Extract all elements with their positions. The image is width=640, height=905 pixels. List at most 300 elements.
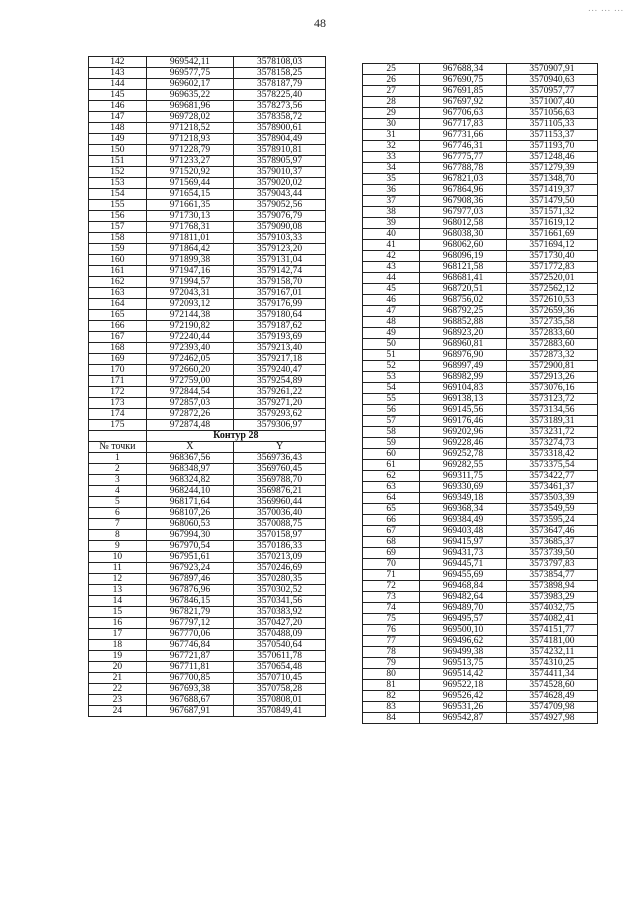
point-number-cell: 157 [89, 222, 147, 233]
x-coordinate-cell: 971994,57 [146, 277, 234, 288]
point-number-cell: 153 [89, 178, 147, 189]
y-coordinate-cell: 3579187,62 [234, 321, 326, 332]
y-coordinate-cell: 3571007,40 [506, 97, 597, 108]
table-row [89, 376, 326, 387]
y-coordinate-cell: 3579142,74 [234, 266, 326, 277]
y-coordinate-cell: 3573375,54 [506, 460, 597, 471]
point-number-cell: 31 [363, 130, 420, 141]
y-coordinate-cell: 3570808,01 [234, 695, 326, 706]
table-row [363, 647, 598, 658]
table-row [363, 185, 598, 196]
table-row [363, 383, 598, 394]
coordinates-table-right [362, 63, 598, 724]
point-number-cell: 165 [89, 310, 147, 321]
point-number-cell: 50 [363, 339, 420, 350]
y-coordinate-cell: 3579261,22 [234, 387, 326, 398]
x-coordinate-cell: 969500,10 [420, 625, 507, 636]
table-row [89, 222, 326, 233]
x-coordinate-cell: 967688,67 [146, 695, 234, 706]
y-coordinate-cell: 3579213,40 [234, 343, 326, 354]
x-coordinate-cell: 968923,20 [420, 328, 507, 339]
y-coordinate-cell: 3570957,77 [506, 86, 597, 97]
y-coordinate-cell: 3573854,77 [506, 570, 597, 581]
table-row [363, 691, 598, 702]
x-coordinate-cell: 972240,44 [146, 332, 234, 343]
y-coordinate-cell: 3579043,44 [234, 189, 326, 200]
x-coordinate-cell: 969431,73 [420, 548, 507, 559]
x-coordinate-cell: 968012,58 [420, 218, 507, 229]
point-number-cell: 76 [363, 625, 420, 636]
x-coordinate-cell: 968060,53 [146, 519, 234, 530]
y-coordinate-cell: 3570907,91 [506, 64, 597, 75]
point-number-cell: 159 [89, 244, 147, 255]
point-number-cell: 7 [89, 519, 147, 530]
table-row [363, 713, 598, 724]
x-coordinate-cell: 969489,70 [420, 603, 507, 614]
table-row [363, 625, 598, 636]
table-row [363, 152, 598, 163]
x-coordinate-cell: 969526,42 [420, 691, 507, 702]
table-row [363, 548, 598, 559]
point-number-cell: 55 [363, 394, 420, 405]
y-coordinate-cell: 3578273,56 [234, 101, 326, 112]
y-coordinate-cell: 3572873,32 [506, 350, 597, 361]
y-coordinate-cell: 3570158,97 [234, 530, 326, 541]
y-coordinate-cell: 3570940,63 [506, 75, 597, 86]
point-number-cell: 80 [363, 669, 420, 680]
table-row [363, 240, 598, 251]
header-y: Y [234, 442, 326, 453]
point-number-cell: 8 [89, 530, 147, 541]
point-number-cell: 72 [363, 581, 420, 592]
table-row [89, 453, 326, 464]
table-row [363, 603, 598, 614]
y-coordinate-cell: 3570383,92 [234, 607, 326, 618]
table-row [363, 680, 598, 691]
table-row [89, 156, 326, 167]
x-coordinate-cell: 969330,69 [420, 482, 507, 493]
x-coordinate-cell: 969202,96 [420, 427, 507, 438]
point-number-cell: 75 [363, 614, 420, 625]
table-row [363, 493, 598, 504]
table-row [363, 526, 598, 537]
point-number-cell: 144 [89, 79, 147, 90]
table-row [89, 167, 326, 178]
x-coordinate-cell: 969311,75 [420, 471, 507, 482]
y-coordinate-cell: 3571056,63 [506, 108, 597, 119]
point-number-cell: 78 [363, 647, 420, 658]
y-coordinate-cell: 3578900,61 [234, 123, 326, 134]
y-coordinate-cell: 3570540,64 [234, 640, 326, 651]
point-number-cell: 158 [89, 233, 147, 244]
table-row [89, 178, 326, 189]
x-coordinate-cell: 968852,88 [420, 317, 507, 328]
table-row [363, 251, 598, 262]
y-coordinate-cell: 3579240,47 [234, 365, 326, 376]
x-coordinate-cell: 969513,75 [420, 658, 507, 669]
table-row [363, 438, 598, 449]
table-row [89, 68, 326, 79]
table-row [363, 108, 598, 119]
point-number-cell: 4 [89, 486, 147, 497]
y-coordinate-cell: 3579306,97 [234, 420, 326, 431]
table-row [363, 669, 598, 680]
table-row [363, 658, 598, 669]
x-coordinate-cell: 969349,18 [420, 493, 507, 504]
table-row [363, 317, 598, 328]
table-row [363, 196, 598, 207]
y-coordinate-cell: 3571479,50 [506, 196, 597, 207]
table-row [363, 449, 598, 460]
y-coordinate-cell: 3573549,59 [506, 504, 597, 515]
y-coordinate-cell: 3573797,83 [506, 559, 597, 570]
point-number-cell: 59 [363, 438, 420, 449]
table-row [363, 405, 598, 416]
point-number-cell: 3 [89, 475, 147, 486]
x-coordinate-cell: 968367,56 [146, 453, 234, 464]
x-coordinate-cell: 969635,22 [146, 90, 234, 101]
table-row [89, 101, 326, 112]
point-number-cell: 1 [89, 453, 147, 464]
point-number-cell: 164 [89, 299, 147, 310]
y-coordinate-cell: 3574310,25 [506, 658, 597, 669]
y-coordinate-cell: 3571571,32 [506, 207, 597, 218]
point-number-cell: 21 [89, 673, 147, 684]
x-coordinate-cell: 967977,03 [420, 207, 507, 218]
y-coordinate-cell: 3579254,89 [234, 376, 326, 387]
point-number-cell: 15 [89, 607, 147, 618]
point-number-cell: 65 [363, 504, 420, 515]
x-coordinate-cell: 967970,54 [146, 541, 234, 552]
point-number-cell: 40 [363, 229, 420, 240]
table-row [89, 266, 326, 277]
x-coordinate-cell: 971569,44 [146, 178, 234, 189]
table-row [89, 233, 326, 244]
x-coordinate-cell: 972043,31 [146, 288, 234, 299]
x-coordinate-cell: 968681,41 [420, 273, 507, 284]
table-row [89, 332, 326, 343]
y-coordinate-cell: 3573595,24 [506, 515, 597, 526]
y-coordinate-cell: 3574082,41 [506, 614, 597, 625]
point-number-cell: 13 [89, 585, 147, 596]
point-number-cell: 146 [89, 101, 147, 112]
y-coordinate-cell: 3579180,64 [234, 310, 326, 321]
table-row [89, 354, 326, 365]
point-number-cell: 150 [89, 145, 147, 156]
point-number-cell: 20 [89, 662, 147, 673]
x-coordinate-cell: 972393,40 [146, 343, 234, 354]
y-coordinate-cell: 3572659,36 [506, 306, 597, 317]
table-row [89, 123, 326, 134]
point-number-cell: 43 [363, 262, 420, 273]
x-coordinate-cell: 969468,84 [420, 581, 507, 592]
table-row [89, 277, 326, 288]
y-coordinate-cell: 3572900,81 [506, 361, 597, 372]
point-number-cell: 77 [363, 636, 420, 647]
x-coordinate-cell: 969602,17 [146, 79, 234, 90]
point-number-cell: 160 [89, 255, 147, 266]
table-row [89, 552, 326, 563]
point-number-cell: 29 [363, 108, 420, 119]
y-coordinate-cell: 3573134,56 [506, 405, 597, 416]
point-number-cell: 45 [363, 284, 420, 295]
y-coordinate-cell: 3573739,50 [506, 548, 597, 559]
point-number-cell: 42 [363, 251, 420, 262]
x-coordinate-cell: 969145,56 [420, 405, 507, 416]
point-number-cell: 147 [89, 112, 147, 123]
y-coordinate-cell: 3574151,77 [506, 625, 597, 636]
table-row [89, 321, 326, 332]
table-row [89, 200, 326, 211]
point-number-cell: 51 [363, 350, 420, 361]
table-row [89, 464, 326, 475]
table-row [363, 218, 598, 229]
x-coordinate-cell: 972660,20 [146, 365, 234, 376]
y-coordinate-cell: 3570849,41 [234, 706, 326, 717]
section-title: Контур 28 [146, 431, 325, 442]
y-coordinate-cell: 3570427,20 [234, 618, 326, 629]
point-number-cell: 32 [363, 141, 420, 152]
point-number-cell: 71 [363, 570, 420, 581]
point-number-cell: 14 [89, 596, 147, 607]
point-number-cell: 25 [363, 64, 420, 75]
y-coordinate-cell: 3579090,08 [234, 222, 326, 233]
point-number-cell: 154 [89, 189, 147, 200]
point-number-cell: 56 [363, 405, 420, 416]
table-row [363, 130, 598, 141]
y-coordinate-cell: 3569876,21 [234, 486, 326, 497]
table-row [363, 207, 598, 218]
table-row [363, 614, 598, 625]
x-coordinate-cell: 969514,42 [420, 669, 507, 680]
point-number-cell: 26 [363, 75, 420, 86]
y-coordinate-cell: 3572883,60 [506, 339, 597, 350]
point-number-cell: 34 [363, 163, 420, 174]
point-number-cell: 23 [89, 695, 147, 706]
x-coordinate-cell: 967951,61 [146, 552, 234, 563]
table-row [363, 174, 598, 185]
point-number-cell: 170 [89, 365, 147, 376]
x-coordinate-cell: 969282,55 [420, 460, 507, 471]
y-coordinate-cell: 3578158,25 [234, 68, 326, 79]
point-number-cell: 54 [363, 383, 420, 394]
x-coordinate-cell: 968062,60 [420, 240, 507, 251]
table-row [363, 504, 598, 515]
table-header-row [89, 442, 326, 453]
y-coordinate-cell: 3573231,72 [506, 427, 597, 438]
point-number-cell: 18 [89, 640, 147, 651]
table-row [89, 288, 326, 299]
y-coordinate-cell: 3570213,09 [234, 552, 326, 563]
y-coordinate-cell: 3579052,56 [234, 200, 326, 211]
table-row [89, 475, 326, 486]
y-coordinate-cell: 3572562,12 [506, 284, 597, 295]
table-row [89, 90, 326, 101]
table-row [363, 581, 598, 592]
table-row [89, 618, 326, 629]
y-coordinate-cell: 3570036,40 [234, 508, 326, 519]
x-coordinate-cell: 968720,51 [420, 284, 507, 295]
point-number-cell: 48 [363, 317, 420, 328]
page-number: 48 [314, 16, 326, 30]
x-coordinate-cell: 971233,27 [146, 156, 234, 167]
x-coordinate-cell: 969104,83 [420, 383, 507, 394]
table-row [363, 702, 598, 713]
point-number-cell: 37 [363, 196, 420, 207]
x-coordinate-cell: 967691,85 [420, 86, 507, 97]
table-row [89, 607, 326, 618]
table-row [363, 394, 598, 405]
point-number-cell: 10 [89, 552, 147, 563]
point-number-cell: 49 [363, 328, 420, 339]
point-number-cell: 64 [363, 493, 420, 504]
y-coordinate-cell: 3578905,97 [234, 156, 326, 167]
table-row [363, 339, 598, 350]
table-row [89, 530, 326, 541]
point-number-cell: 68 [363, 537, 420, 548]
x-coordinate-cell: 967731,66 [420, 130, 507, 141]
y-coordinate-cell: 3579193,69 [234, 332, 326, 343]
x-coordinate-cell: 967746,31 [420, 141, 507, 152]
y-coordinate-cell: 3579103,33 [234, 233, 326, 244]
point-number-cell: 84 [363, 713, 420, 724]
table-row [363, 328, 598, 339]
point-number-cell: 161 [89, 266, 147, 277]
table-row [363, 482, 598, 493]
point-number-cell: 162 [89, 277, 147, 288]
point-number-cell: 2 [89, 464, 147, 475]
x-coordinate-cell: 967846,15 [146, 596, 234, 607]
point-number-cell: 174 [89, 409, 147, 420]
table-row [89, 541, 326, 552]
x-coordinate-cell: 971947,16 [146, 266, 234, 277]
point-number-cell: 9 [89, 541, 147, 552]
x-coordinate-cell: 967746,84 [146, 640, 234, 651]
x-coordinate-cell: 972857,03 [146, 398, 234, 409]
x-coordinate-cell: 967721,87 [146, 651, 234, 662]
table-row [363, 141, 598, 152]
y-coordinate-cell: 3571694,12 [506, 240, 597, 251]
table-row [89, 519, 326, 530]
y-coordinate-cell: 3571730,40 [506, 251, 597, 262]
table-row [89, 706, 326, 717]
point-number-cell: 62 [363, 471, 420, 482]
table-row [363, 163, 598, 174]
x-coordinate-cell: 967688,34 [420, 64, 507, 75]
point-number-cell: 22 [89, 684, 147, 695]
y-coordinate-cell: 3572833,60 [506, 328, 597, 339]
y-coordinate-cell: 3569736,43 [234, 453, 326, 464]
point-number-cell: 27 [363, 86, 420, 97]
table-row [363, 350, 598, 361]
x-coordinate-cell: 967775,77 [420, 152, 507, 163]
table-row [363, 273, 598, 284]
table-row [89, 497, 326, 508]
table-row [89, 343, 326, 354]
y-coordinate-cell: 3578108,03 [234, 57, 326, 68]
table-row [89, 145, 326, 156]
table-row [363, 262, 598, 273]
y-coordinate-cell: 3569760,45 [234, 464, 326, 475]
x-coordinate-cell: 969728,02 [146, 112, 234, 123]
y-coordinate-cell: 3573274,73 [506, 438, 597, 449]
x-coordinate-cell: 969577,75 [146, 68, 234, 79]
x-coordinate-cell: 971730,13 [146, 211, 234, 222]
x-coordinate-cell: 969228,46 [420, 438, 507, 449]
y-coordinate-cell: 3571105,33 [506, 119, 597, 130]
y-coordinate-cell: 3574032,75 [506, 603, 597, 614]
y-coordinate-cell: 3579010,37 [234, 167, 326, 178]
point-number-cell: 155 [89, 200, 147, 211]
x-coordinate-cell: 971228,79 [146, 145, 234, 156]
y-coordinate-cell: 3578910,81 [234, 145, 326, 156]
point-number-cell: 168 [89, 343, 147, 354]
x-coordinate-cell: 969495,57 [420, 614, 507, 625]
y-coordinate-cell: 3571772,83 [506, 262, 597, 273]
point-number-cell: 175 [89, 420, 147, 431]
x-coordinate-cell: 969482,64 [420, 592, 507, 603]
y-coordinate-cell: 3570088,75 [234, 519, 326, 530]
x-coordinate-cell: 969455,69 [420, 570, 507, 581]
point-number-cell: 83 [363, 702, 420, 713]
table-row [89, 79, 326, 90]
y-coordinate-cell: 3572520,01 [506, 273, 597, 284]
point-number-cell: 156 [89, 211, 147, 222]
y-coordinate-cell: 3572735,58 [506, 317, 597, 328]
x-coordinate-cell: 967864,96 [420, 185, 507, 196]
y-coordinate-cell: 3571248,46 [506, 152, 597, 163]
y-coordinate-cell: 3570758,28 [234, 684, 326, 695]
y-coordinate-cell: 3570186,33 [234, 541, 326, 552]
y-coordinate-cell: 3573685,37 [506, 537, 597, 548]
x-coordinate-cell: 967876,96 [146, 585, 234, 596]
y-coordinate-cell: 3571348,70 [506, 174, 597, 185]
y-coordinate-cell: 3578358,72 [234, 112, 326, 123]
x-coordinate-cell: 968244,10 [146, 486, 234, 497]
y-coordinate-cell: 3579123,20 [234, 244, 326, 255]
x-coordinate-cell: 968096,19 [420, 251, 507, 262]
x-coordinate-cell: 968171,64 [146, 497, 234, 508]
point-number-cell: 47 [363, 306, 420, 317]
x-coordinate-cell: 972190,82 [146, 321, 234, 332]
x-coordinate-cell: 969542,11 [146, 57, 234, 68]
x-coordinate-cell: 971864,42 [146, 244, 234, 255]
x-coordinate-cell: 967717,83 [420, 119, 507, 130]
point-number-cell: 152 [89, 167, 147, 178]
table-row [363, 427, 598, 438]
x-coordinate-cell: 969415,97 [420, 537, 507, 548]
x-coordinate-cell: 968960,81 [420, 339, 507, 350]
point-number-cell: 35 [363, 174, 420, 185]
y-coordinate-cell: 3574181,00 [506, 636, 597, 647]
x-coordinate-cell: 968997,49 [420, 361, 507, 372]
x-coordinate-cell: 968324,82 [146, 475, 234, 486]
y-coordinate-cell: 3571419,37 [506, 185, 597, 196]
point-number-cell: 58 [363, 427, 420, 438]
y-coordinate-cell: 3578187,79 [234, 79, 326, 90]
point-number-cell: 81 [363, 680, 420, 691]
x-coordinate-cell: 971218,93 [146, 134, 234, 145]
point-number-cell: 16 [89, 618, 147, 629]
table-row [363, 537, 598, 548]
x-coordinate-cell: 972093,12 [146, 299, 234, 310]
y-coordinate-cell: 3578225,40 [234, 90, 326, 101]
y-coordinate-cell: 3573318,42 [506, 449, 597, 460]
section-row [89, 431, 326, 442]
point-number-cell: 12 [89, 574, 147, 585]
x-coordinate-cell: 967821,03 [420, 174, 507, 185]
table-row [89, 57, 326, 68]
